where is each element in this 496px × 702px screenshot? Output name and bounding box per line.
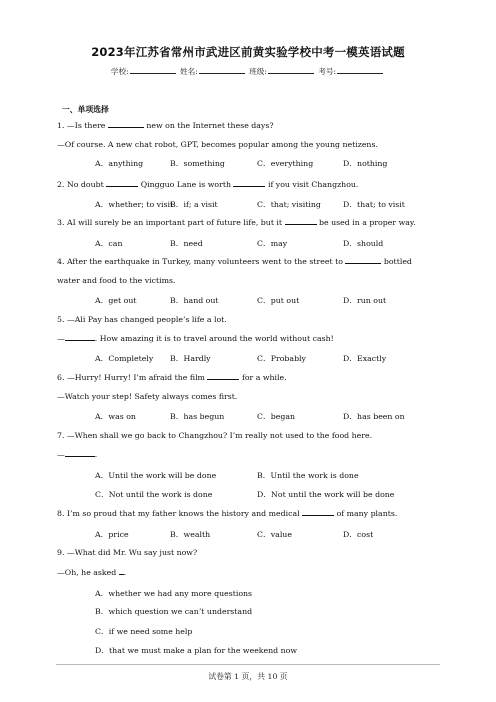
exam-number-label: 考号: [318,67,337,76]
question-number: 5. [57,315,65,324]
option-b[interactable]: B．which question we can’t understand [95,607,253,616]
stem-text: bottled [383,257,412,266]
section-heading: 一、单项选择 [62,105,109,114]
stem-text: of many plants. [336,509,398,518]
question-number: 9. [57,548,65,557]
option-b[interactable]: B．need [170,239,203,248]
question-9-response [57,568,126,577]
option-b[interactable]: B．wealth [170,530,211,539]
question-number: 1. [57,121,65,130]
option-c[interactable]: C．began [257,412,296,421]
stem-text: Qingguo Lane is worth [140,180,231,189]
option-c[interactable]: C．put out [257,296,300,305]
answer-blank [106,180,138,187]
answer-blank [233,180,265,187]
question-3-stem [57,218,416,227]
option-d[interactable]: D．cost [343,530,374,539]
class-blank[interactable] [268,66,314,74]
stem-text: —Is there [66,121,106,130]
option-c[interactable]: C．that; visiting [257,200,321,209]
option-c[interactable]: C．if we need some help [95,627,193,636]
question-7-stem [57,431,372,440]
stem-text: —Ali Pay has changed people’s life a lot. [66,315,227,324]
question-7-response [57,450,97,459]
question-number: 2. [57,180,65,189]
stem-text: be used in a proper way. [319,218,416,227]
option-c[interactable]: C．everything [257,159,314,168]
question-4-stem [57,257,412,266]
question-number: 6. [57,373,65,382]
school-blank[interactable] [130,66,176,74]
option-a[interactable]: A．Completely [95,354,154,363]
option-a[interactable]: A．was on [95,412,136,421]
option-d[interactable]: D．run out [343,296,387,305]
answer-blank [65,450,98,459]
exam-number-blank[interactable] [337,66,383,74]
option-c[interactable]: C．may [257,239,288,248]
question-5-response [57,334,334,343]
option-d[interactable]: D．Exactly [343,354,387,363]
answer-blank [302,509,334,516]
stem-text: No doubt [66,180,104,189]
stem-text: . [94,450,98,459]
name-label: 姓名: [180,67,198,76]
stem-text: new on the Internet these days? [146,121,274,130]
option-b[interactable]: B．if; a visit [170,200,218,209]
stem-text: — [57,334,65,343]
question-1-response: —Of course. A new chat robot, GPT, becomes popular among the young netizens. [57,140,378,149]
question-8-stem [57,509,397,518]
option-d[interactable]: D．that; to visit [343,200,405,209]
option-d[interactable]: D．has been on [343,412,405,421]
question-6-response: —Watch your step! Safety always comes first. [57,392,238,401]
answer-blank [65,334,95,341]
option-c[interactable]: C．Not until the work is done [95,490,213,499]
option-c[interactable]: C．value [257,530,292,539]
page-footer: 试卷第 1 页，共 10 页 [208,672,288,681]
footer-divider [56,664,440,665]
option-b[interactable]: B．Until the work is done [257,471,359,480]
question-number: 8. [57,509,65,518]
student-info-line [0,66,496,77]
option-d[interactable]: D．nothing [343,159,388,168]
stem-text: —When shall we go back to Changzhou? I’m really not used to the food here. [66,431,373,440]
stem-text: . [123,568,127,577]
option-d[interactable]: D．Not until the work will be done [257,490,395,499]
answer-blank [108,121,144,128]
option-a[interactable]: A．whether; to visit [95,200,174,209]
question-1-stem [57,121,274,130]
stem-text: —What did Mr. Wu say just now? [66,548,198,557]
answer-blank [207,373,239,380]
option-b[interactable]: B．Hardly [170,354,211,363]
option-a[interactable]: A．whether we had any more questions [95,589,253,598]
stem-text: — [57,450,65,459]
question-number: 7. [57,431,65,440]
option-d[interactable]: D．that we must make a plan for the weekend now [95,646,298,655]
option-a[interactable]: A．anything [95,159,144,168]
question-2-stem [57,180,358,189]
question-number: 4. [57,257,65,266]
class-label: 班级: [249,67,267,76]
stem-text: if you visit Changzhou. [267,180,359,189]
name-blank[interactable] [199,66,245,74]
option-a[interactable]: A．can [95,239,123,248]
stem-text: AI will surely be an important part of future life, but it [66,218,283,227]
option-b[interactable]: B．hand out [170,296,219,305]
option-b[interactable]: B．has begun [170,412,225,421]
page-title: 2023年江苏省常州市武进区前黄实验学校中考一模英语试题 [91,45,405,59]
option-a[interactable]: A．get out [95,296,137,305]
stem-text: . How amazing it is to travel around the world without cash! [94,334,334,343]
stem-text: I’m so proud that my father knows the history and medical [66,509,300,518]
question-6-stem [57,373,287,382]
question-5-stem [57,315,227,324]
answer-blank [345,257,381,264]
option-b[interactable]: B．something [170,159,225,168]
option-a[interactable]: A．price [95,530,129,539]
option-d[interactable]: D．should [343,239,384,248]
answer-blank [285,218,317,225]
stem-text: —Oh, he asked [57,568,117,577]
stem-text: for a while. [241,373,287,382]
school-label: 学校: [110,67,129,76]
stem-text: After the earthquake in Turkey, many volunteers went to the street to [66,257,343,266]
question-4-stem-continued: water and food to the victims. [57,276,176,285]
option-c[interactable]: C．Probably [257,354,306,363]
stem-text: —Hurry! Hurry! I’m afraid the film [66,373,205,382]
option-a[interactable]: A．Until the work will be done [95,471,217,480]
question-9-stem [57,548,197,557]
question-number: 3. [57,218,65,227]
